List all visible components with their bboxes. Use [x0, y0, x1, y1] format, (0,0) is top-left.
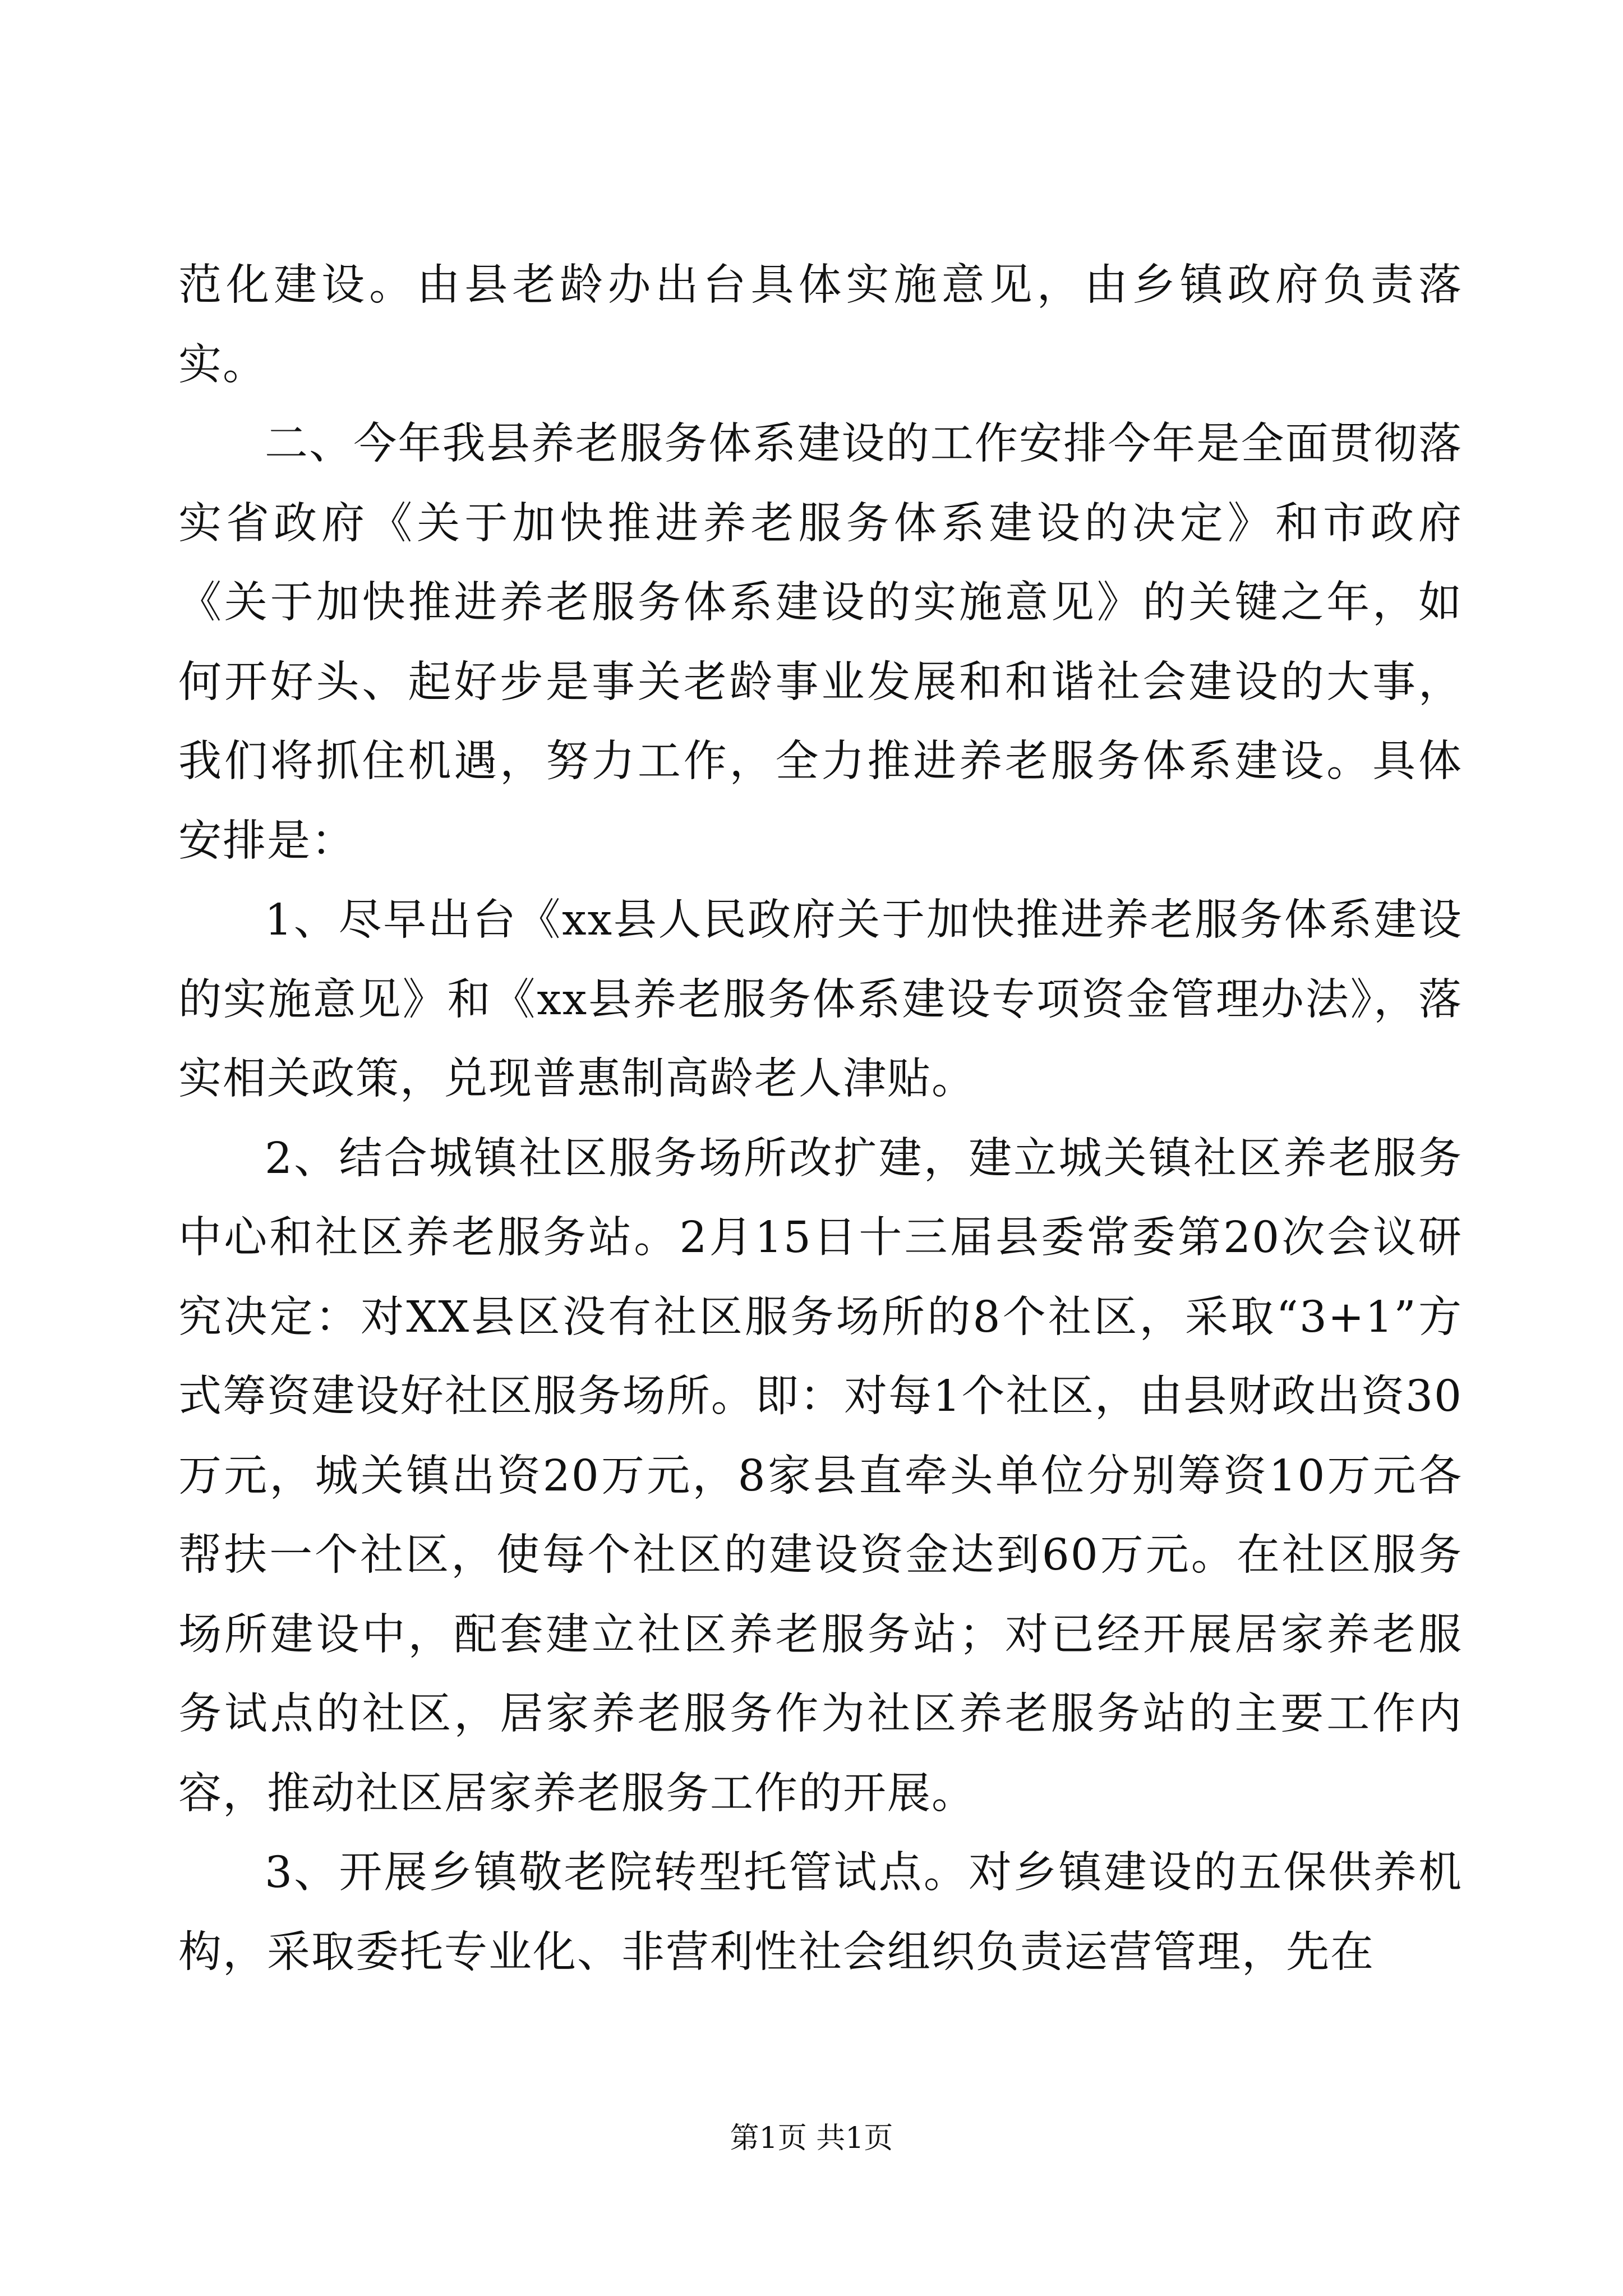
paragraph-item-1: 1、尽早出台《xx县人民政府关于加快推进养老服务体系建设的实施意见》和《xx县养老服务体系建设专项资金管理办法》，落实相关政策，兑现普惠制高龄老人津贴。	[178, 895, 1463, 1104]
paragraph-item-3: 3、开展乡镇敬老院转型托管试点。对乡镇建设的五保供养机构，采取委托专业化、非营利性社会组织负责运营管理，先在	[178, 1848, 1463, 1977]
paragraph-section-two: 二、今年我县养老服务体系建设的工作安排今年是全面贯彻落实省政府《关于加快推进养老服务体系建设的决定》和市政府《关于加快推进养老服务体系建设的实施意见》的关键之年，如何开好头、起好步是事关老龄事业发展和和谐社会建设的大事，我们将抓住机遇，努力工作，全力推进养老服务体系建设。具体安排是：	[178, 419, 1463, 866]
paragraph-item-2: 2、结合城镇社区服务场所改扩建，建立城关镇社区养老服务中心和社区养老服务站。2月15日十三届县委常委第20次会议研究决定：对XX县区没有社区服务场所的8个社区，采取“3+1”方式筹资建设好社区服务场所。即：对每1个社区，由县财政出资30万元，城关镇出资20万元，8家县直牵头单位分别筹资10万元各帮扶一个社区，使每个社区的建设资金达到60万元。在社区服务场所建设中，配套建立社区养老服务站；对已经开展居家养老服务试点的社区，居家养老服务作为社区养老服务站的主要工作内容，推动社区居家养老服务工作的开展。	[178, 1133, 1463, 1819]
page-footer: 第1页 共1页	[730, 2122, 893, 2155]
paragraph-continuation: 范化建设。由县老龄办出台具体实施意见，由乡镇政府负责落实。	[178, 260, 1463, 390]
document-body	[178, 246, 1463, 1992]
